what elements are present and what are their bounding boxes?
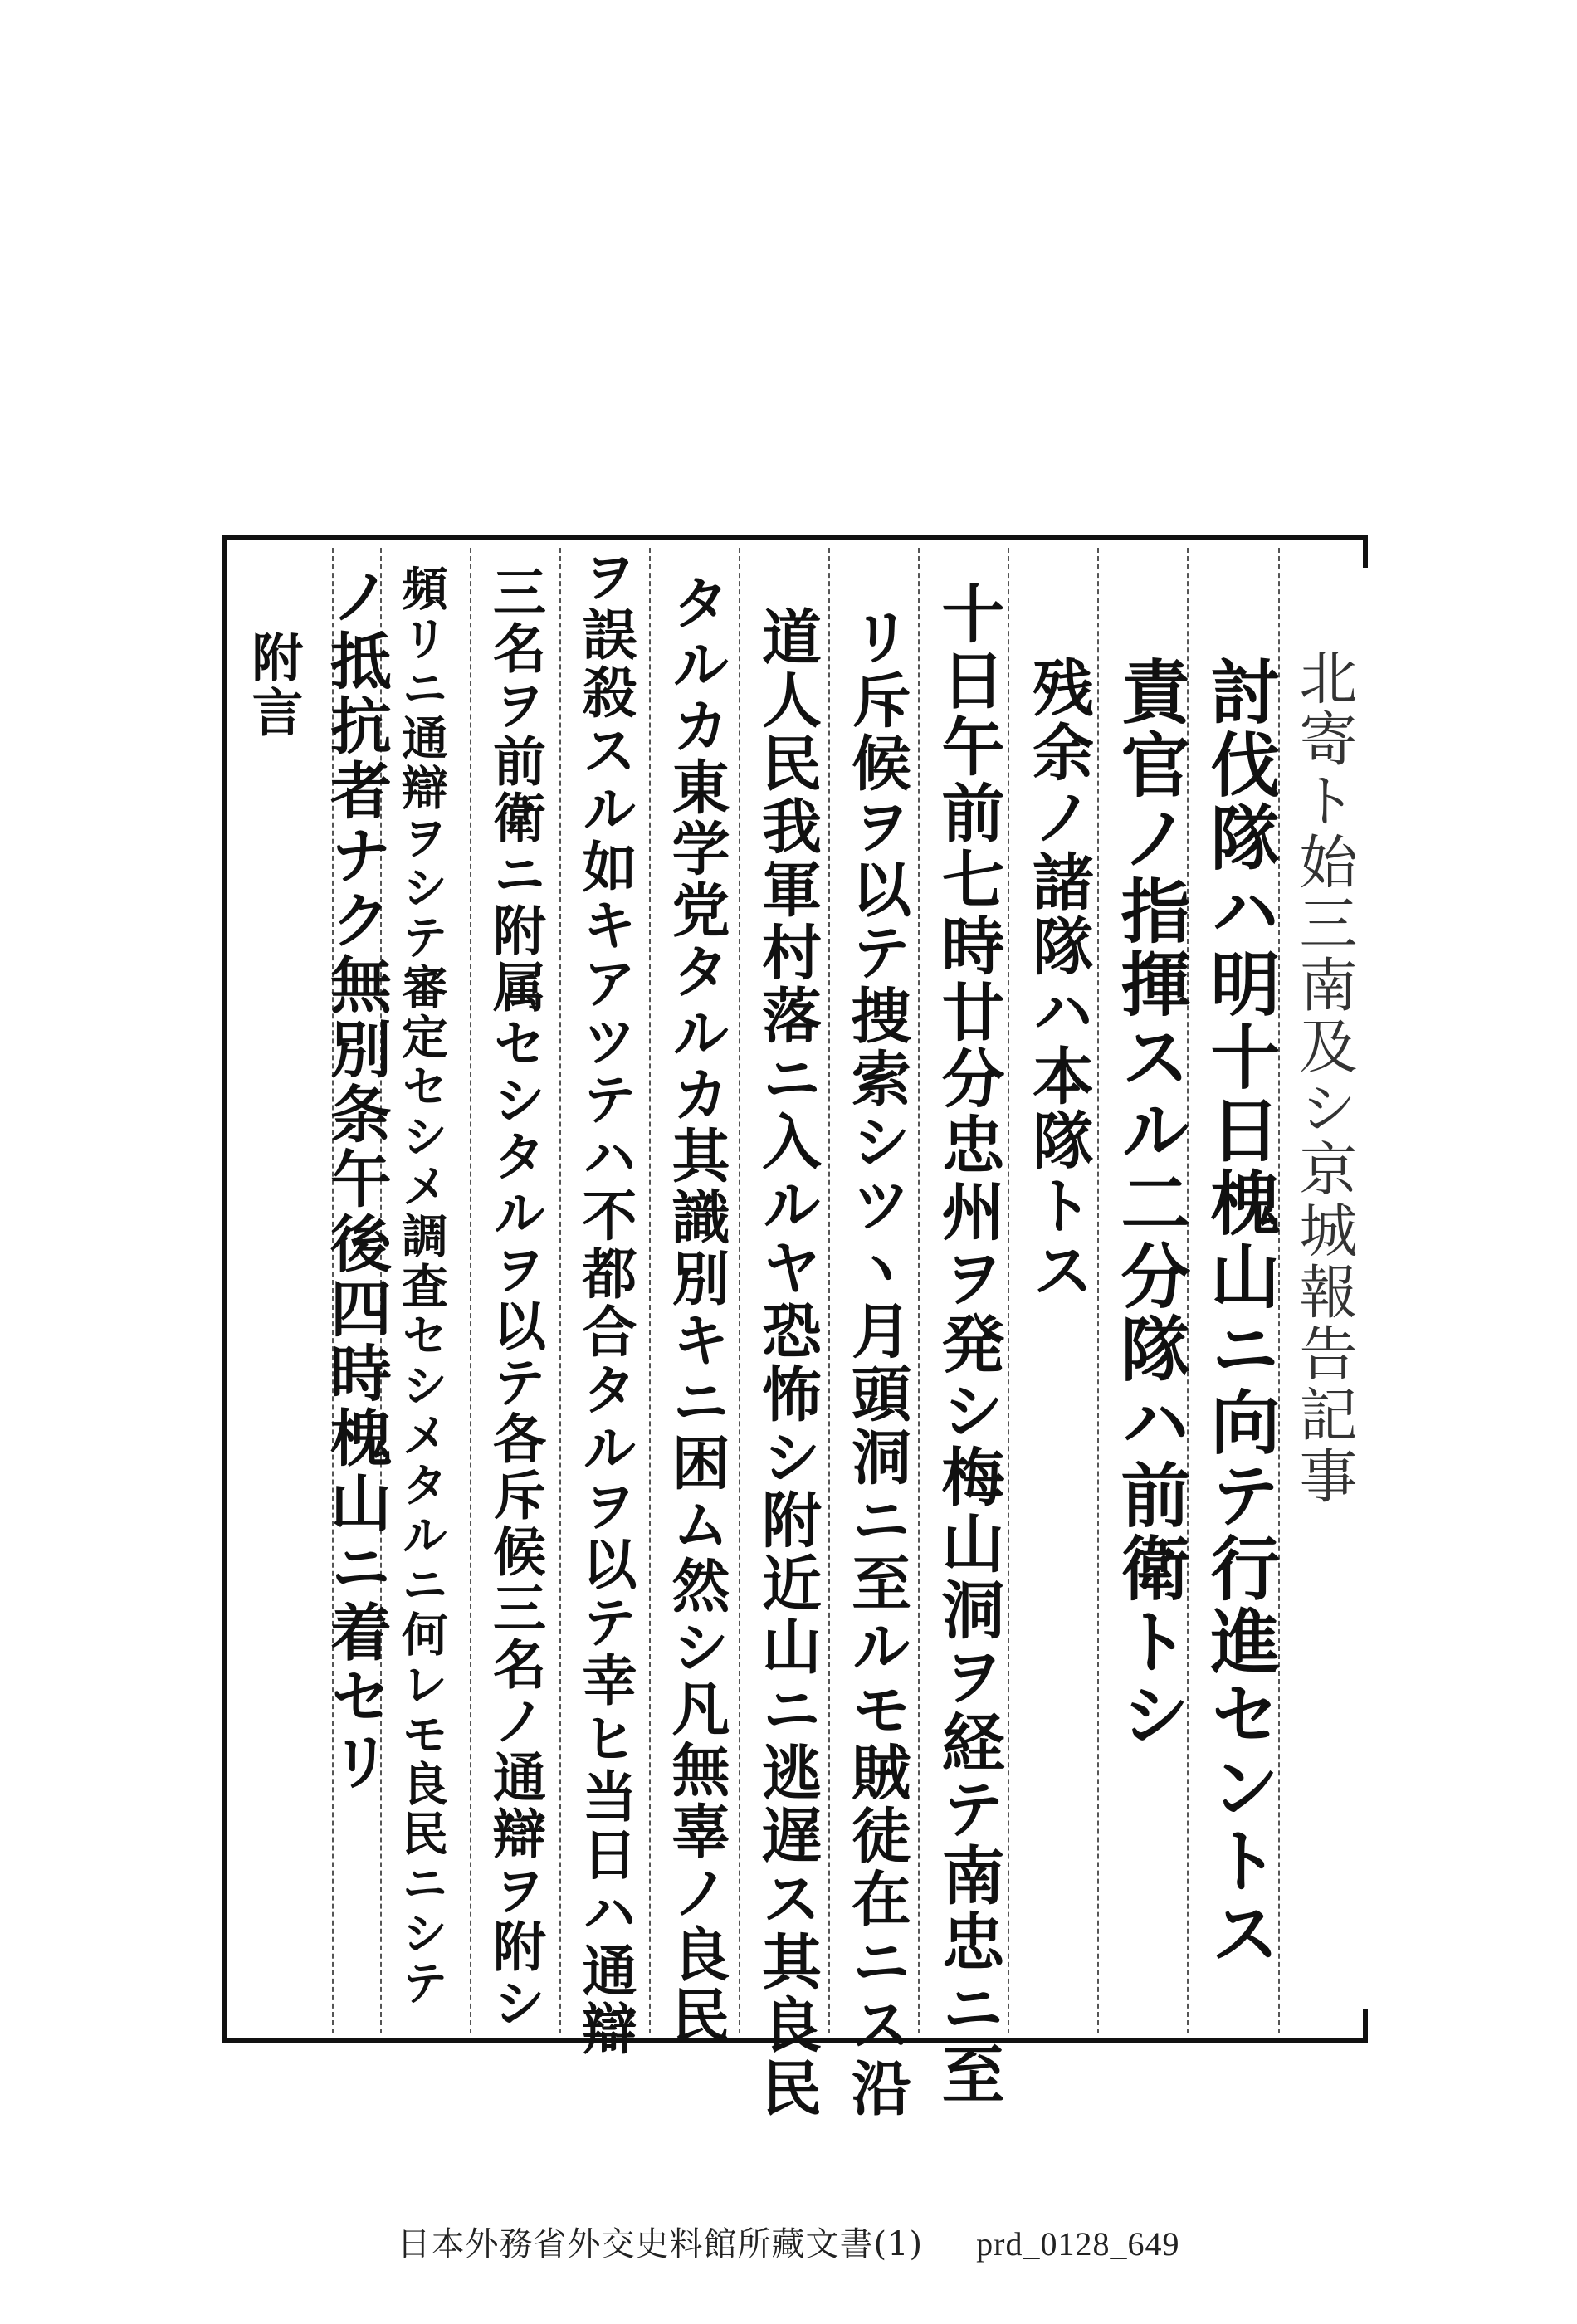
manuscript-column: 三名ヲ前衛ニ附属セシタルヲ以テ各斥候三名ノ通辯ヲ附シ — [484, 564, 546, 2032]
manuscript-column: 残余ノ諸隊ハ本隊トス — [1023, 656, 1094, 1303]
manuscript-column: 責官ノ指揮スル二分隊ハ前衛トシ — [1110, 656, 1192, 1751]
document-code: prd_0128_649 — [976, 2225, 1180, 2263]
column-rule — [559, 548, 561, 2034]
column-rule — [918, 548, 920, 2034]
archive-caption — [0, 2218, 1577, 2265]
manuscript-column: ノ抵抗者ナク無別条午後四時槐山ニ着セリ — [320, 564, 392, 1794]
column-rule — [470, 548, 471, 2034]
manuscript-column: 北寄ト始三南及シ京城報告記事 — [1290, 647, 1358, 1507]
column-rule — [1097, 548, 1099, 2034]
collection-name: 日本外務省外交史料館所藏文書(1) — [397, 2225, 924, 2263]
manuscript-column: 道人民我軍村落ニ入ルヤ恐怖シ附近山ニ逃遅ス其良民 — [752, 606, 823, 2120]
frame-edge-top — [1363, 535, 1368, 568]
column-rule — [739, 548, 740, 2034]
column-rule — [1008, 548, 1009, 2034]
manuscript-column: リ斥候ヲ以テ捜索シツヽ月頭洞ニ至ルモ賊徒在ニス沿 — [842, 606, 912, 2120]
manuscript-column: 附言 — [243, 631, 304, 740]
manuscript-column: ヲ誤殺スル如キアツテハ不都合タルヲ以テ幸ヒ当日ハ通辯 — [573, 548, 637, 2058]
manuscript-column: 頻リニ通辯ヲシテ審定セシメ調査セシメタルニ何レモ良民ニシテ — [394, 564, 449, 2009]
column-rule — [828, 548, 830, 2034]
manuscript-column: 討伐隊ハ明十日槐山ニ向テ行進セントス — [1199, 656, 1282, 1970]
frame-edge-bottom — [1363, 2009, 1368, 2043]
column-rule — [649, 548, 651, 2034]
manuscript-column: タルカ東学党タルカ其識別キニ困ム然シ凡無辜ノ良民 — [662, 573, 731, 2047]
manuscript-column: 十日午前七時廿分忠州ヲ発シ梅山洞ヲ経テ南忠ニ至 — [931, 581, 1005, 2108]
